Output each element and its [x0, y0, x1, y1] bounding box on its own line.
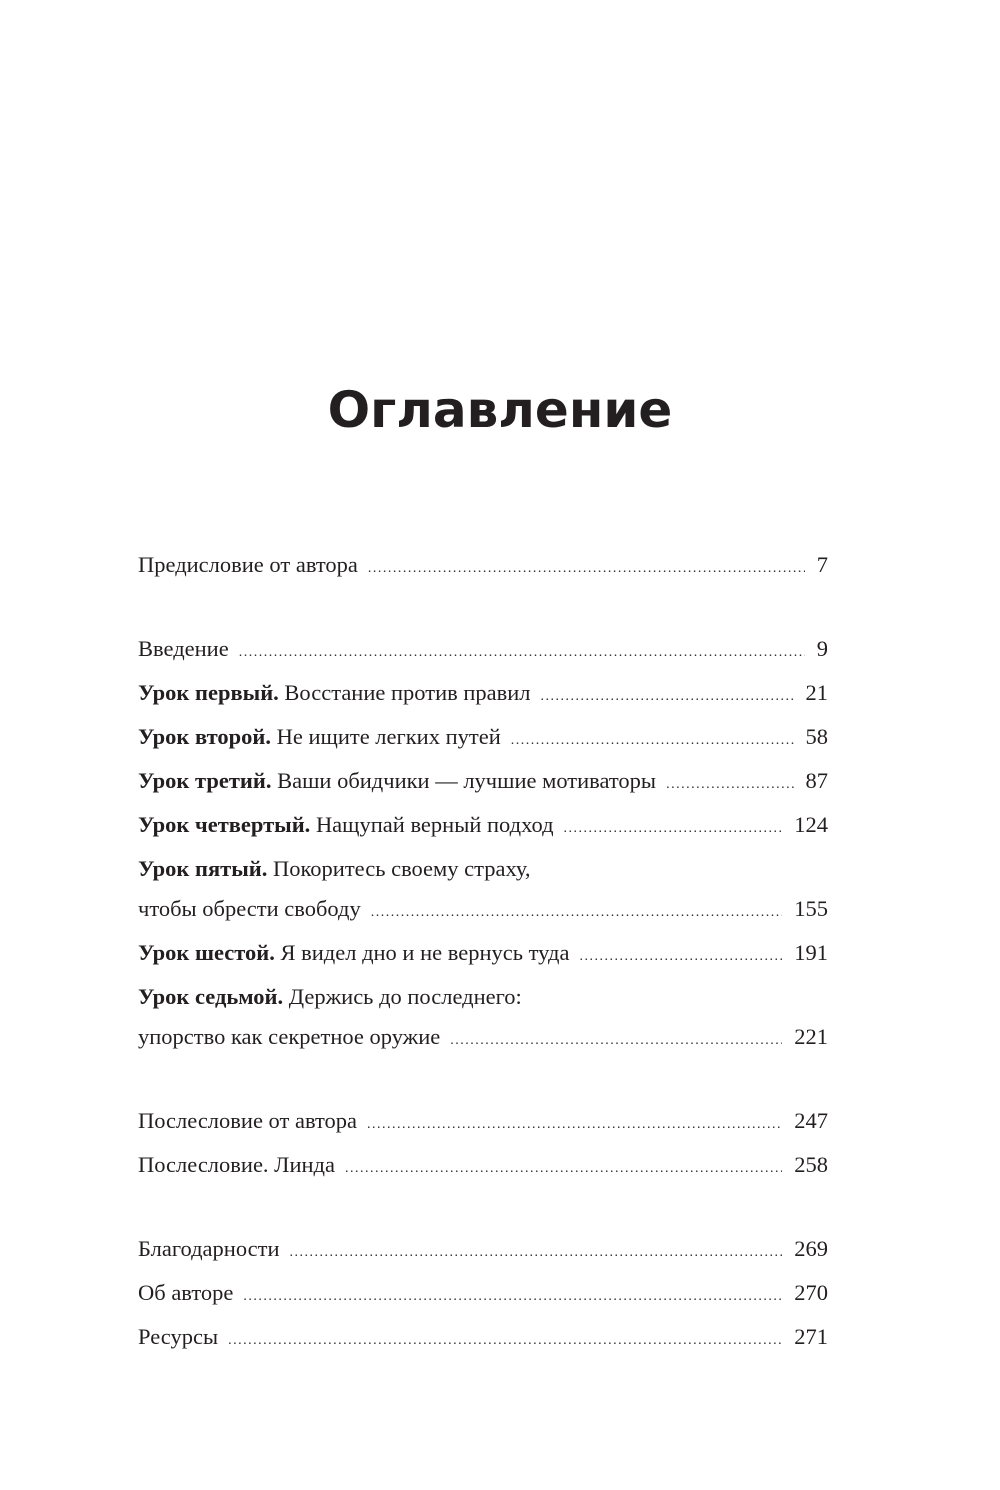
dot-leader — [511, 721, 794, 761]
table-of-contents — [138, 545, 828, 1361]
toc-entry-title: Благодарности — [138, 1236, 280, 1261]
toc-page-number: 221 — [794, 1024, 828, 1049]
toc-entry-title: Восстание против правил — [284, 680, 531, 705]
toc-lesson-number: Урок пятый. — [138, 856, 268, 881]
toc-page-number: 124 — [794, 812, 828, 837]
dot-leader — [541, 677, 794, 717]
toc-entry-label — [138, 977, 828, 1017]
dot-leader — [345, 1149, 782, 1189]
dot-leader — [450, 1021, 782, 1061]
toc-entry-about-author[interactable] — [138, 1273, 828, 1317]
toc-entry-label — [138, 717, 501, 757]
toc-page-number: 269 — [794, 1236, 828, 1261]
toc-lesson-number: Урок шестой. — [138, 940, 275, 965]
dot-leader — [243, 1277, 782, 1317]
toc-entry-lesson-5[interactable] — [138, 849, 828, 933]
toc-entry-label — [138, 849, 828, 889]
toc-entry-title: Не ищите легких путей — [276, 724, 501, 749]
toc-entry-afterword-linda[interactable] — [138, 1145, 828, 1189]
toc-entry-title: Об авторе — [138, 1280, 234, 1305]
toc-entry-lesson-7[interactable] — [138, 977, 828, 1061]
toc-entry-resources[interactable] — [138, 1317, 828, 1361]
toc-entry-title: Ваши обидчики — лучшие мотиваторы — [277, 768, 657, 793]
toc-lesson-number: Урок седьмой. — [138, 984, 284, 1009]
toc-entry-label — [138, 933, 569, 973]
toc-entry-lesson-2[interactable] — [138, 717, 828, 761]
toc-entry-title: Послесловие от автора — [138, 1108, 358, 1133]
dot-leader — [371, 893, 783, 933]
toc-entry-label — [138, 673, 531, 713]
dot-leader — [579, 937, 782, 977]
dot-leader — [666, 765, 793, 805]
toc-entry-afterword-author[interactable] — [138, 1101, 828, 1145]
page-title: Оглавление — [327, 381, 673, 439]
toc-entry-label — [138, 761, 656, 801]
toc-entry-title: Я видел дно и не вернусь туда — [280, 940, 570, 965]
toc-entry-lesson-1[interactable] — [138, 673, 828, 717]
toc-entry-preface[interactable] — [138, 545, 828, 589]
toc-lesson-number: Урок второй. — [138, 724, 271, 749]
toc-page-number: 270 — [794, 1280, 828, 1305]
toc-entry-title: Предисловие от автора — [138, 552, 358, 577]
toc-entry-lesson-6[interactable] — [138, 933, 828, 977]
toc-entry-title: Держись до последнего: — [288, 984, 522, 1009]
toc-entry-title-continued: упорство как секретное оружие — [138, 1024, 441, 1049]
dot-leader — [367, 1105, 782, 1145]
toc-entry-title-continued: чтобы обрести свободу — [138, 896, 361, 921]
dot-leader — [239, 633, 805, 673]
toc-entry-lesson-4[interactable] — [138, 805, 828, 849]
dot-leader — [368, 549, 805, 589]
toc-page-number: 9 — [816, 636, 828, 661]
toc-entry-title: Покоритесь своему страху, — [273, 856, 531, 881]
toc-entry-acknowledgements[interactable] — [138, 1229, 828, 1273]
toc-page-number: 258 — [794, 1152, 828, 1177]
toc-page-number: 247 — [794, 1108, 828, 1133]
toc-page-number: 7 — [816, 552, 828, 577]
dot-leader — [228, 1321, 782, 1361]
toc-page-number: 21 — [805, 680, 828, 705]
toc-page-number: 271 — [794, 1324, 828, 1349]
toc-entry-lesson-3[interactable] — [138, 761, 828, 805]
toc-page-number: 58 — [805, 724, 828, 749]
toc-page-number: 155 — [794, 896, 828, 921]
toc-page-number: 87 — [805, 768, 828, 793]
toc-entry-title: Введение — [138, 636, 229, 661]
toc-lesson-number: Урок первый. — [138, 680, 279, 705]
toc-lesson-number: Урок третий. — [138, 768, 272, 793]
toc-lesson-number: Урок четвертый. — [138, 812, 311, 837]
toc-entry-label — [138, 805, 554, 845]
toc-page-number: 191 — [794, 940, 828, 965]
toc-entry-title: Нащупай верный подход — [315, 812, 554, 837]
dot-leader — [290, 1233, 783, 1273]
toc-entry-introduction[interactable] — [138, 629, 828, 673]
toc-entry-title: Послесловие. Линда — [138, 1152, 335, 1177]
dot-leader — [564, 809, 783, 849]
toc-entry-title: Ресурсы — [138, 1324, 219, 1349]
